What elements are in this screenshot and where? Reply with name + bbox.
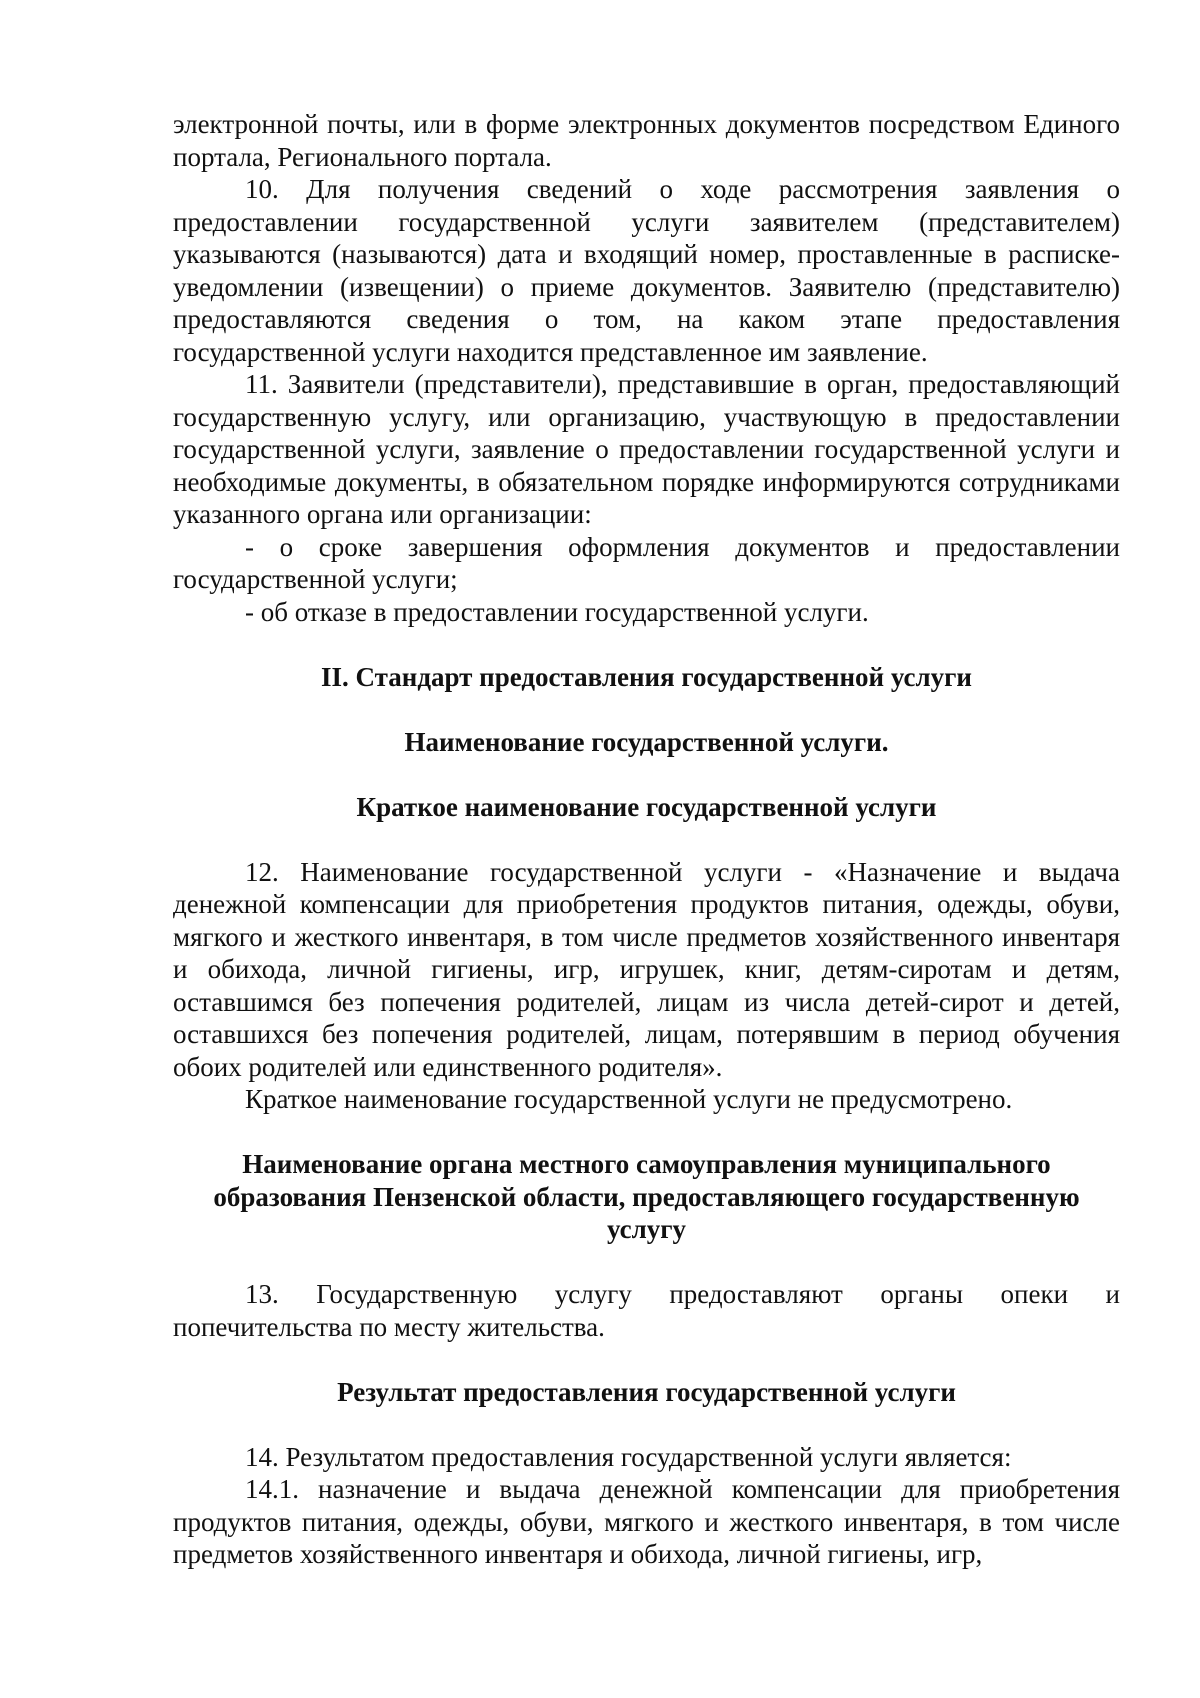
paragraph-11: 11. Заявители (представители), представившие в орган, предоставляющий государственную услугу, или организацию, участвующую в предоставлении государственной услуги, заявление о предоставлении государственной услуги и необходимые документы, в обязательном порядке информируются сотрудниками указанного органа или организации:	[173, 369, 1120, 529]
paragraph-14-1: 14.1. назначение и выдача денежной компенсации для приобретения продуктов питания, одежды, обуви, мягкого и жесткого инвентаря, в том числе предметов хозяйственного инвентаря и обихода, личной гигиены, игр,	[173, 1474, 1120, 1569]
paragraph-continuation: электронной почты, или в форме электронных документов посредством Единого портала, Регионального портала.	[173, 109, 1120, 172]
paragraph-10: 10. Для получения сведений о ходе рассмотрения заявления о предоставлении государственной услуги заявителем (представителем) указываются (называются) дата и входящий номер, проставленные в расписке-уведомлении (извещении) о приеме документов. Заявителю (представителю) предоставляются сведения о том, на каком этапе предоставления государственной услуги находится представленное им заявление.	[173, 174, 1120, 367]
paragraph-short-name-note: Краткое наименование государственной услуги не предусмотрено.	[245, 1084, 1013, 1114]
paragraph-12: 12. Наименование государственной услуги - «Назначение и выдача денежной компенсации для приобретения продуктов питания, одежды, обуви, мягкого и жесткого инвентаря, в том числе предметов хозяйственного инвентаря и обихода, личной гигиены, игр, игрушек, книг, детям-сиротам и детям, оставшимся без попечения родителей, лицам из числа детей-сирот и детей, оставшихся без попечения родителей, лицам, потерявшим в период обучения обоих родителей или единственного родителя».	[173, 856, 1120, 1082]
subheading-authority: Наименование органа местного самоуправления муниципального образования Пензенской области, предоставляющего государственную услугу	[213, 1149, 1080, 1244]
section-heading-ii: II. Стандарт предоставления государственной услуги	[321, 661, 972, 692]
subheading-result: Результат предоставления государственной услуги	[337, 1376, 956, 1407]
document-page	[173, 108, 1120, 1571]
subheading-service-name: Наименование государственной услуги.	[404, 726, 889, 757]
list-item-term: - о сроке завершения оформления документов и предоставлении государственной услуги;	[173, 531, 1120, 594]
paragraph-13: 13. Государственную услугу предоставляют органы опеки и попечительства по месту жительства.	[173, 1279, 1120, 1342]
subheading-short-name: Краткое наименование государственной услуги	[356, 791, 937, 822]
list-item-refusal: - об отказе в предоставлении государственной услуги.	[245, 596, 869, 627]
paragraph-14: 14. Результатом предоставления государственной услуги является:	[245, 1441, 1012, 1472]
